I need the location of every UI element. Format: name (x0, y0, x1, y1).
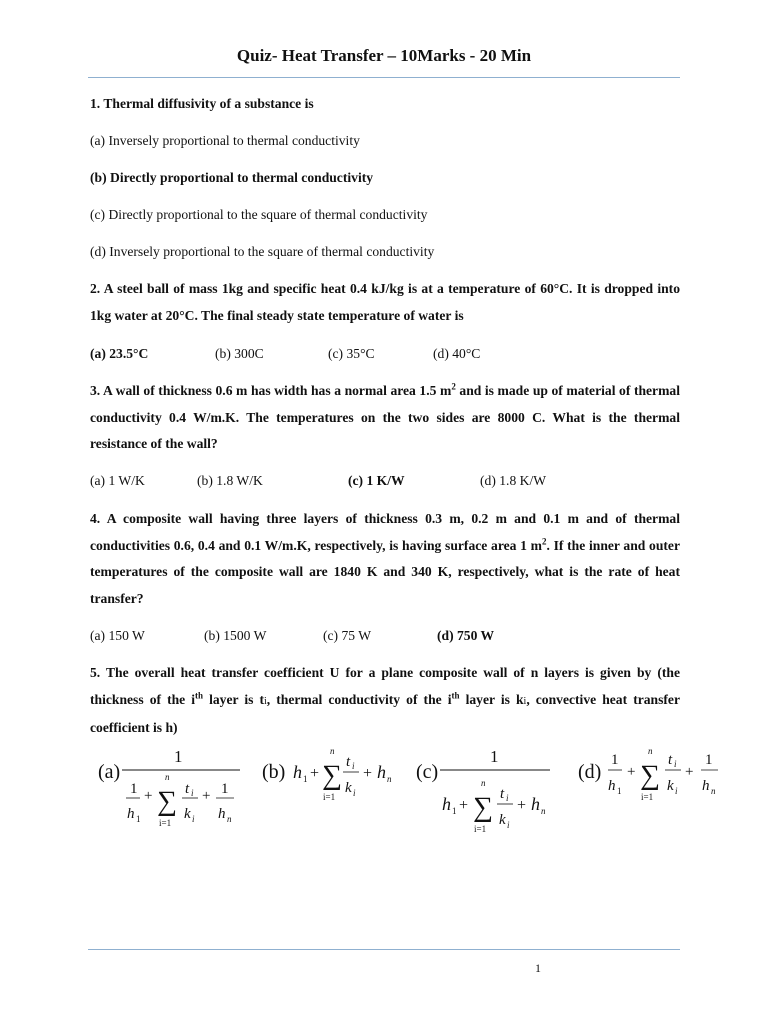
formula-d-h1: h (608, 778, 616, 794)
formula-a-numerator: 1 (174, 747, 183, 766)
question-1: 1. Thermal diffusivity of a substance is (90, 96, 314, 111)
formula-b-sum: ∑ (322, 760, 342, 791)
formula-d-n: n (648, 746, 653, 756)
formula-b-h1: h (293, 762, 302, 782)
page-title: Quiz- Heat Transfer – 10Marks - 20 Min (236, 46, 532, 65)
formula-a-plus-2: + (202, 788, 211, 804)
formula-b-hn: h (377, 762, 386, 782)
formula-c-k-sub: i (507, 820, 510, 830)
formula-option-d (578, 746, 718, 802)
q3-option-d: (d) 1.8 K/W (480, 473, 547, 488)
q4-options (90, 628, 690, 648)
formula-c-t: t (500, 786, 505, 802)
formula-option-a (98, 747, 240, 828)
formula-option-c (416, 747, 550, 834)
q2-options (90, 346, 690, 366)
formula-a-i-eq-1: i=1 (159, 818, 172, 828)
q1-option-a: (a) Inversely proportional to thermal conductivity (90, 133, 360, 148)
formula-b-label: (b) (262, 761, 286, 783)
question-5 (90, 660, 680, 742)
formula-c-t-sub: i (506, 793, 509, 803)
formula-b-plus-1: + (310, 765, 320, 782)
formula-d-one-1: 1 (611, 752, 619, 768)
formula-b-k-sub: i (353, 788, 356, 798)
formula-c-label: (c) (416, 761, 439, 783)
formula-c-h1-sub: 1 (452, 806, 457, 816)
formula-d-plus-2: + (685, 764, 694, 780)
formula-c-h1: h (442, 794, 451, 814)
q5-text-4: layer is k (459, 691, 524, 707)
formula-b-n: n (330, 746, 335, 756)
q1-option-d: (d) Inversely proportional to the square of thermal conductivity (90, 244, 435, 259)
q3-option-b: (b) 1.8 W/K (197, 473, 263, 488)
q2-option-a: (a) 23.5°C (90, 346, 149, 361)
formula-d-one-2: 1 (705, 752, 713, 768)
formula-d-plus-1: + (627, 764, 636, 780)
formula-a-hn-sub: n (227, 814, 232, 824)
formula-c-k: k (499, 812, 506, 828)
formula-c-plus-1: + (459, 797, 469, 814)
formula-a-t: t (185, 781, 190, 797)
formula-c-hn: h (531, 794, 540, 814)
formula-b-plus-2: + (363, 765, 373, 782)
formula-b-t-sub: i (352, 761, 355, 771)
q4-option-d: (d) 750 W (437, 628, 495, 643)
formula-d-label: (d) (578, 761, 602, 783)
q1-option-b: (b) Directly proportional to thermal conductivity (90, 170, 374, 185)
formula-d-h1-sub: 1 (617, 786, 622, 796)
formula-b-hn-sub: n (387, 774, 392, 784)
formula-b-i-eq-1: i=1 (323, 792, 336, 802)
formula-a-k-sub: i (192, 814, 195, 824)
q5-sup-th-2: th (451, 689, 460, 700)
formula-c-plus-2: + (517, 797, 527, 814)
q1-option-c: (c) Directly proportional to the square of thermal conductivity (90, 207, 428, 222)
q2-option-d: (d) 40°C (433, 346, 481, 361)
formula-c-numerator: 1 (490, 747, 499, 766)
formula-a-one-bottom: 1 (221, 781, 229, 797)
formula-a-t-sub: i (191, 788, 194, 798)
q3-text-2: and is made up of material of thermal conductivity 0.4 W/m.K. The temperatures on the two sides are 8000 C. What is the thermal resistance of the wall? (90, 383, 680, 451)
q3-options (90, 473, 690, 493)
q3-option-c: (c) 1 K/W (348, 473, 405, 488)
q3-text-1: 3. A wall of thickness 0.6 m has width has a normal area 1.5 m (90, 383, 452, 398)
q3-option-a: (a) 1 W/K (90, 473, 145, 488)
q5-sub-i-1: i (264, 695, 267, 707)
formula-a-h-sub: 1 (136, 814, 141, 824)
formula-d-hn: h (702, 778, 710, 794)
formula-option-b (262, 746, 392, 802)
formula-a-h: h (127, 806, 135, 822)
q4-text-1: 4. A composite wall having three layers of thickness 0.3 m, 0.2 m and 0.1 m and of thermal conductivities 0.6, 0.4 and 0.1 W/m.K, respectively, is having surface area 1 m (90, 511, 680, 553)
formula-d-i-eq-1: i=1 (641, 792, 654, 802)
formula-d-hn-sub: n (711, 786, 716, 796)
question-4 (90, 506, 680, 612)
q5-text-3: , thermal conductivity of the i (266, 691, 452, 707)
formula-b-k: k (345, 780, 352, 796)
q5-text-5: , convective heat transfer coefficient is h) (90, 691, 680, 735)
q5-formula-options (90, 740, 730, 840)
formula-d-sum: ∑ (640, 760, 660, 791)
question-3 (90, 378, 680, 458)
formula-c-i-eq-1: i=1 (474, 824, 487, 834)
q5-text-2: layer is t (203, 691, 265, 707)
q4-option-a: (a) 150 W (90, 628, 145, 643)
formula-a-one-top: 1 (130, 781, 138, 797)
formula-c-sum: ∑ (473, 792, 493, 823)
formula-d-k-sub: i (675, 786, 678, 796)
formula-c-n: n (481, 778, 486, 788)
q5-text-1: 5. The overall heat transfer coefficient U for a plane composite wall of n layers is given by (the thickness of the i (90, 665, 680, 707)
formula-a-plus-1: + (144, 788, 153, 804)
formula-d-t: t (668, 752, 673, 768)
formula-d-k: k (667, 778, 674, 794)
formula-d-t-sub: i (674, 759, 677, 769)
formula-c-hn-sub: n (541, 806, 546, 816)
formula-a-k: k (184, 806, 191, 822)
q2-option-b: (b) 300C (215, 346, 264, 361)
question-2: 2. A steel ball of mass 1kg and specific heat 0.4 kJ/kg is at a temperature of 60°C. It is dropped into 1kg water at 20°C. The final steady state temperature of water is (90, 281, 680, 323)
q5-sup-th-1: th (195, 689, 204, 700)
q2-option-c: (c) 35°C (328, 346, 375, 361)
formula-a-n: n (165, 772, 170, 782)
formula-b-t: t (346, 754, 351, 770)
formula-a-label: (a) (98, 761, 121, 783)
header-rule (88, 77, 680, 78)
footer-rule (88, 949, 680, 950)
formula-a-hn: h (218, 806, 226, 822)
q4-text-2: . If the inner and outer temperatures of the composite wall are 1840 K and 340 K, respectively, what is the rate of heat transfer? (90, 537, 680, 606)
formula-a-sum: ∑ (157, 786, 177, 817)
q3-superscript: 2 (451, 381, 456, 392)
q4-option-c: (c) 75 W (323, 628, 372, 643)
q4-option-b: (b) 1500 W (204, 628, 267, 643)
page-number: 1 (535, 961, 541, 975)
q5-sub-i-2: i (523, 695, 527, 707)
q4-superscript: 2 (542, 535, 547, 546)
formula-b-h1-sub: 1 (303, 774, 308, 784)
